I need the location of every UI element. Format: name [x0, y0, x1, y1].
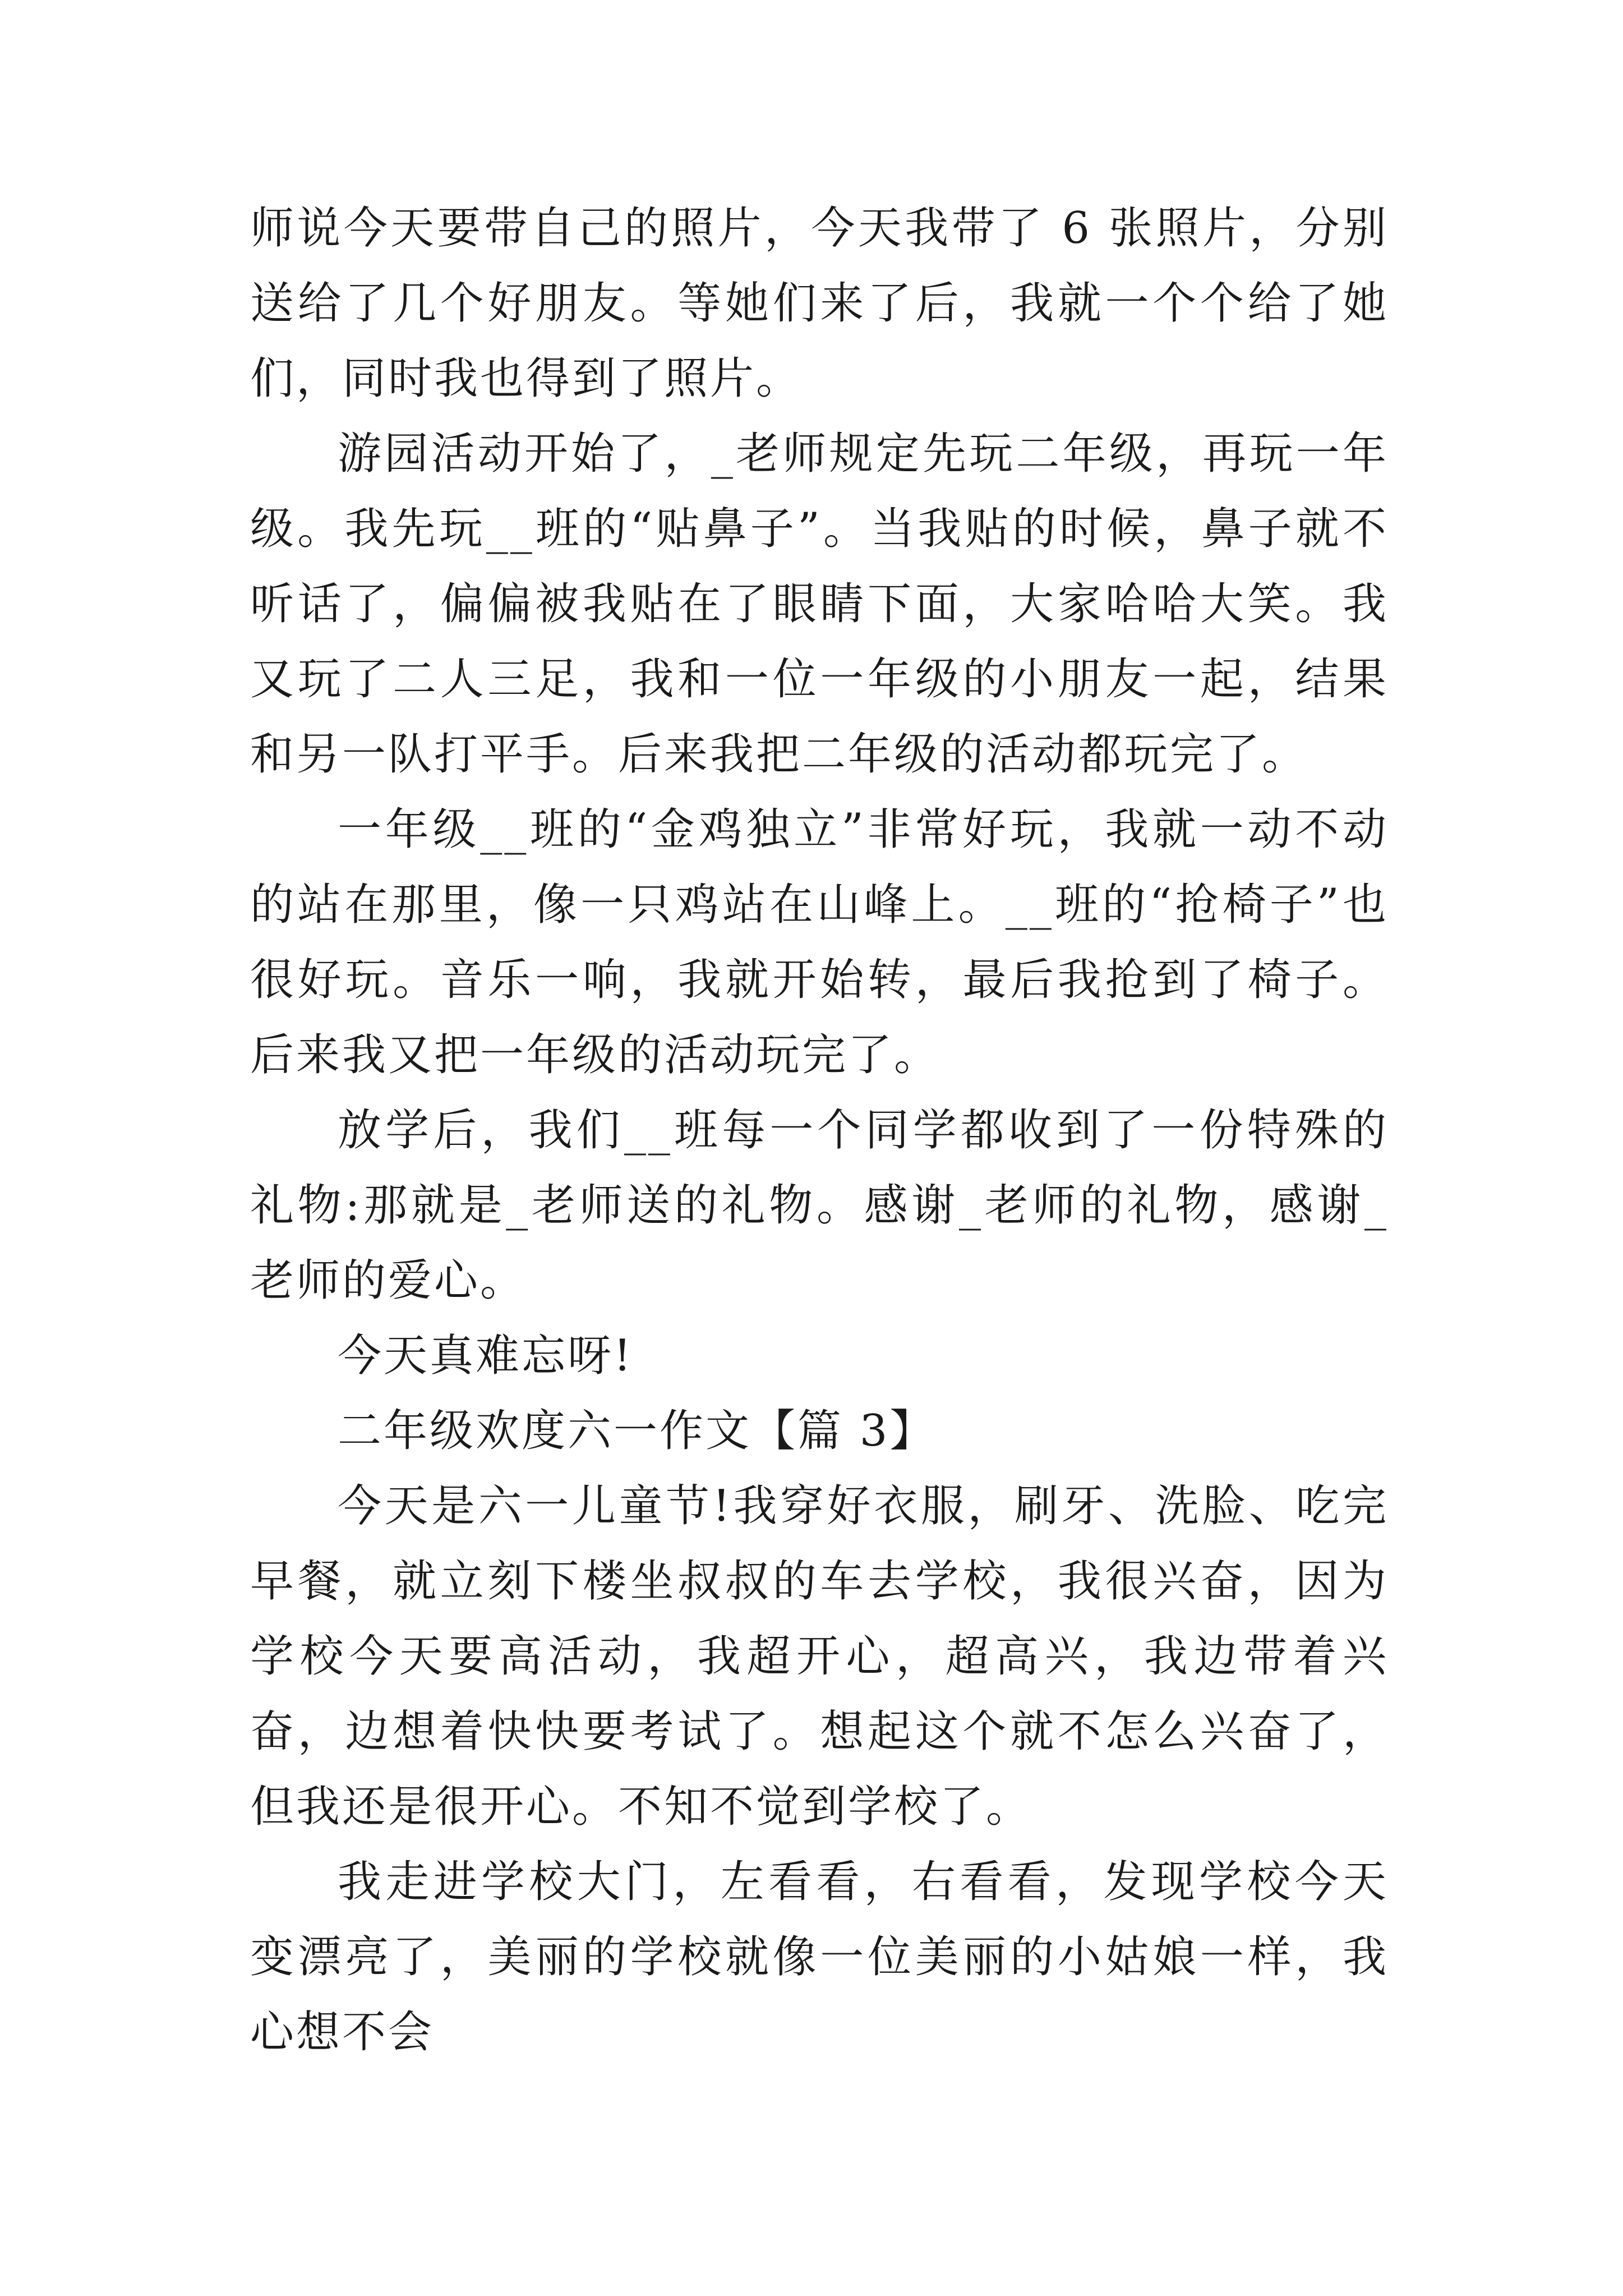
document-body: [250, 191, 1389, 2070]
paragraph-2: 游园活动开始了，_老师规定先玩二年级，再玩一年级。我先玩__班的“贴鼻子”。当我贴的时候，鼻子就不听话了，偏偏被我贴在了眼睛下面，大家哈哈大笑。我又玩了二人三足，我和一位一年级的小朋友一起，结果和另一队打平手。后来我把二年级的活动都玩完了。: [250, 429, 1389, 780]
paragraph-6: 今天是六一儿童节!我穿好衣服，刷牙、洗脸、吃完早餐，就立刻下楼坐叔叔的车去学校，我很兴奋，因为学校今天要高活动，我超开心，超高兴，我边带着兴奋，边想着快快要考试了。想起这个就不怎么兴奋了，但我还是很开心。不知不觉到学校了。: [250, 1481, 1389, 1832]
paragraph-3: 一年级__班的“金鸡独立”非常好玩，我就一动不动的站在那里，像一只鸡站在山峰上。__班的“抢椅子”也很好玩。音乐一响，我就开始转，最后我抢到了椅子。后来我又把一年级的活动玩完了。: [250, 804, 1389, 1080]
paragraph-7: 我走进学校大门，左看看，右看看，发现学校今天变漂亮了，美丽的学校就像一位美丽的小姑娘一样，我心想不会: [250, 1857, 1389, 2058]
paragraph-1: 师说今天要带自己的照片，今天我带了 6 张照片，分别送给了几个好朋友。等她们来了后，我就一个个给了她们，同时我也得到了照片。: [250, 203, 1389, 404]
paragraph-5: 今天真难忘呀!: [338, 1331, 634, 1381]
section-heading: 二年级欢度六一作文【篇 3】: [338, 1406, 936, 1456]
paragraph-4: 放学后，我们__班每一个同学都收到了一份特殊的礼物:那就是_老师送的礼物。感谢_老师的礼物，感谢_老师的爱心。: [250, 1105, 1389, 1306]
